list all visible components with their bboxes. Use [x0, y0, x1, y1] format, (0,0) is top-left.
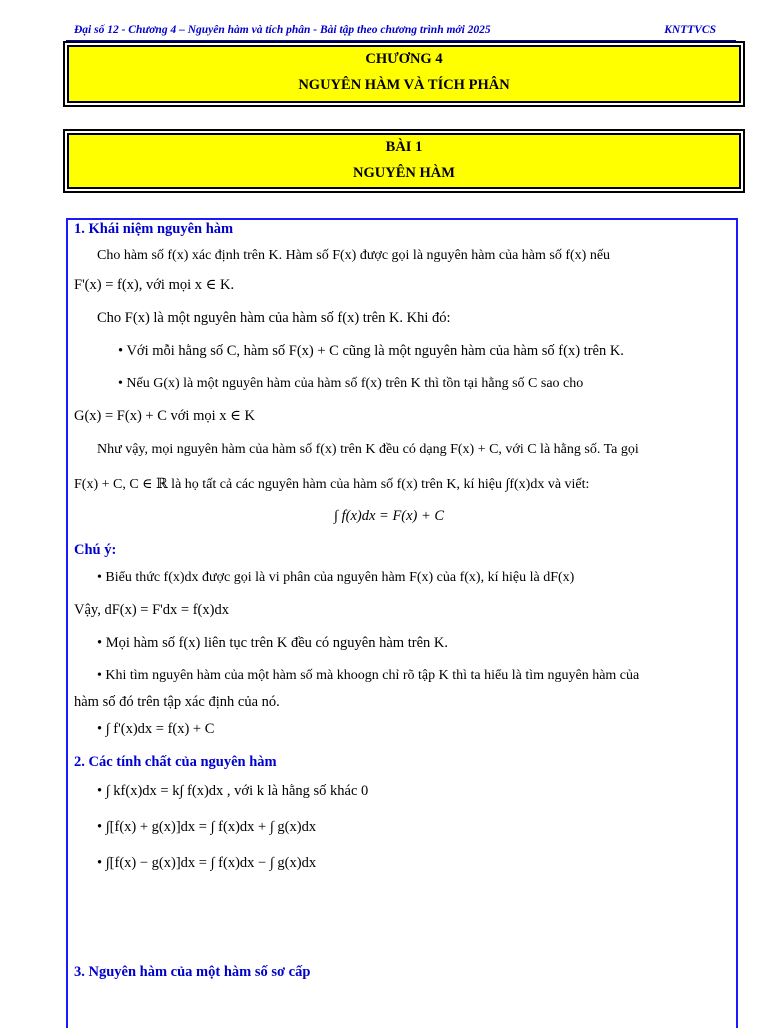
- header-title: Đại số 12 - Chương 4 – Nguyên hàm và tích phân - Bài tập theo chương trình mới 2025: [74, 24, 491, 36]
- note-title: Chú ý:: [74, 542, 117, 558]
- note-4: • ∫ f'(x)dx = f(x) + C: [97, 721, 215, 737]
- note-1-conclusion: Vậy, dF(x) = F'dx = f(x)dx: [74, 602, 229, 618]
- note-3-line-1: • Khi tìm nguyên hàm của một hàm số mà khoogn chỉ rõ tập K thì ta hiểu là tìm nguyên hàm của: [97, 668, 640, 683]
- chapter-box: [67, 45, 741, 103]
- section-1-title: 1. Khái niệm nguyên hàm: [74, 221, 234, 237]
- paragraph-2: Cho F(x) là một nguyên hàm của hàm số f(x) trên K. Khi đó:: [97, 310, 451, 326]
- lesson-box: [67, 133, 741, 189]
- definition-line-2: F'(x) = f(x), với mọi x ∈ K.: [74, 277, 235, 293]
- section-3-title: 3. Nguyên hàm của một hàm số sơ cấp: [74, 964, 311, 980]
- note-1: • Biểu thức f(x)dx được gọi là vi phân của nguyên hàm F(x) của f(x), kí hiệu là dF(x): [97, 570, 575, 585]
- page-header: [74, 24, 716, 40]
- note-3-line-2: hàm số đó trên tập xác định của nó.: [74, 694, 280, 710]
- chapter-title: NGUYÊN HÀM VÀ TÍCH PHÂN: [298, 77, 510, 93]
- paragraph-3-line-1: Như vậy, mọi nguyên hàm của hàm số f(x) trên K đều có dạng F(x) + C, với C là hằng số. Ta gọi: [97, 442, 639, 457]
- chapter-number: CHƯƠNG 4: [365, 51, 443, 67]
- bullet-2-line-1: • Nếu G(x) là một nguyên hàm của hàm số f(x) trên K thì tồn tại hằng số C sao cho: [118, 376, 584, 391]
- section-2-title: 2. Các tính chất của nguyên hàm: [74, 754, 277, 770]
- note-2: • Mọi hàm số f(x) liên tục trên K đều có nguyên hàm trên K.: [97, 635, 448, 651]
- content-frame: [66, 218, 738, 1028]
- property-3: • ∫[f(x) − g(x)]dx = ∫ f(x)dx − ∫ g(x)dx: [97, 855, 317, 871]
- property-2: • ∫[f(x) + g(x)]dx = ∫ f(x)dx + ∫ g(x)dx: [97, 819, 317, 835]
- property-1: • ∫ kf(x)dx = k∫ f(x)dx , với k là hằng số khác 0: [97, 783, 369, 799]
- header-tag: KNTTVCS: [664, 24, 716, 36]
- bullet-1: • Với mỗi hằng số C, hàm số F(x) + C cũng là một nguyên hàm của hàm số f(x) trên K.: [118, 343, 624, 359]
- bullet-2-line-2: G(x) = F(x) + C với mọi x ∈ K: [74, 408, 255, 424]
- paragraph-3-line-2: F(x) + C, C ∈ ℝ là họ tất cả các nguyên hàm của hàm số f(x) trên K, kí hiệu ∫f(x)dx và viết:: [74, 477, 590, 492]
- header-rule: [66, 40, 736, 41]
- lesson-title: NGUYÊN HÀM: [353, 165, 455, 181]
- formula-definition: ∫ f(x)dx = F(x) + C: [334, 508, 445, 524]
- definition-line-1: Cho hàm số f(x) xác định trên K. Hàm số F(x) được gọi là nguyên hàm của hàm số f(x) nếu: [97, 248, 611, 263]
- lesson-number: BÀI 1: [385, 139, 423, 155]
